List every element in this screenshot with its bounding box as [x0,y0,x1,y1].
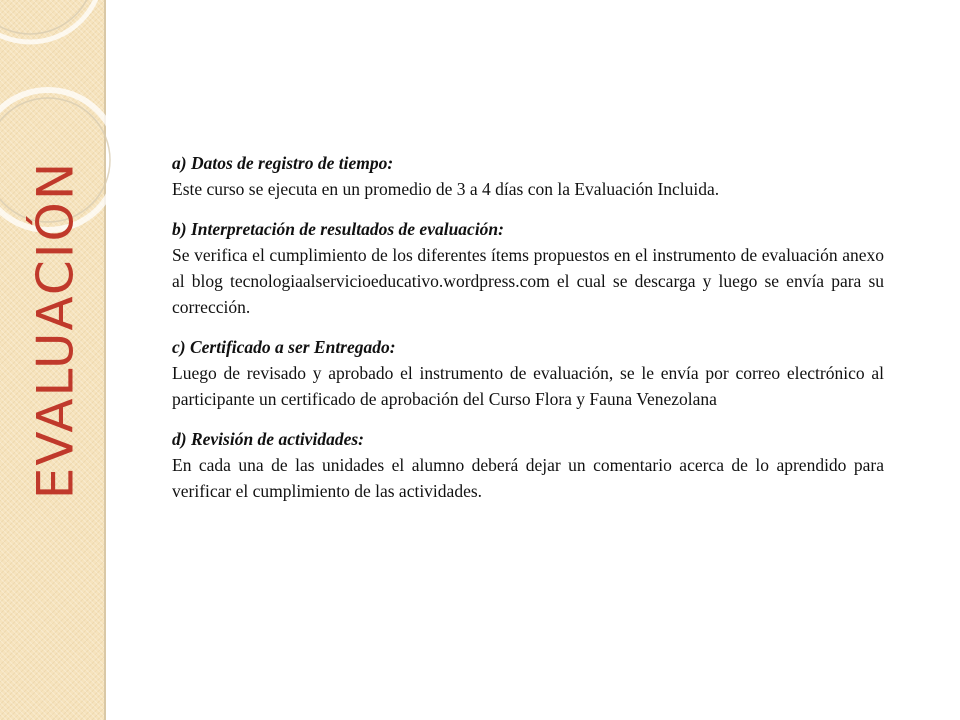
slide-title [26,155,85,505]
section-body: Se verifica el cumplimiento de los diferentes ítems propuestos en el instrumento de evaluación anexo al blog tecnologiaalservicioeducativo.wordpress.com el cual se descarga y luego se envía para su corrección. [172,245,884,317]
section-body: En cada una de las unidades el alumno deberá dejar un comentario acerca de lo aprendido para verificar el cumplimiento de las actividades. [172,455,884,501]
section-time-registry [172,150,884,202]
section-results-interpretation [172,216,884,320]
slide-title-text: EVALUACIÓN [26,160,85,500]
section-heading: c) Certificado a ser Entregado: [172,337,396,357]
section-heading: d) Revisión de actividades: [172,429,364,449]
section-activities-review [172,426,884,504]
section-body: Luego de revisado y aprobado el instrumento de evaluación, se le envía por correo electrónico al participante un certificado de aprobación del Curso Flora y Fauna Venezolana [172,363,884,409]
content-area [172,150,884,518]
section-certificate [172,334,884,412]
section-heading: a) Datos de registro de tiempo: [172,153,394,173]
section-body: Este curso se ejecuta en un promedio de 3 a 4 días con la Evaluación Incluida. [172,179,720,199]
section-heading: b) Interpretación de resultados de evaluación: [172,219,504,239]
